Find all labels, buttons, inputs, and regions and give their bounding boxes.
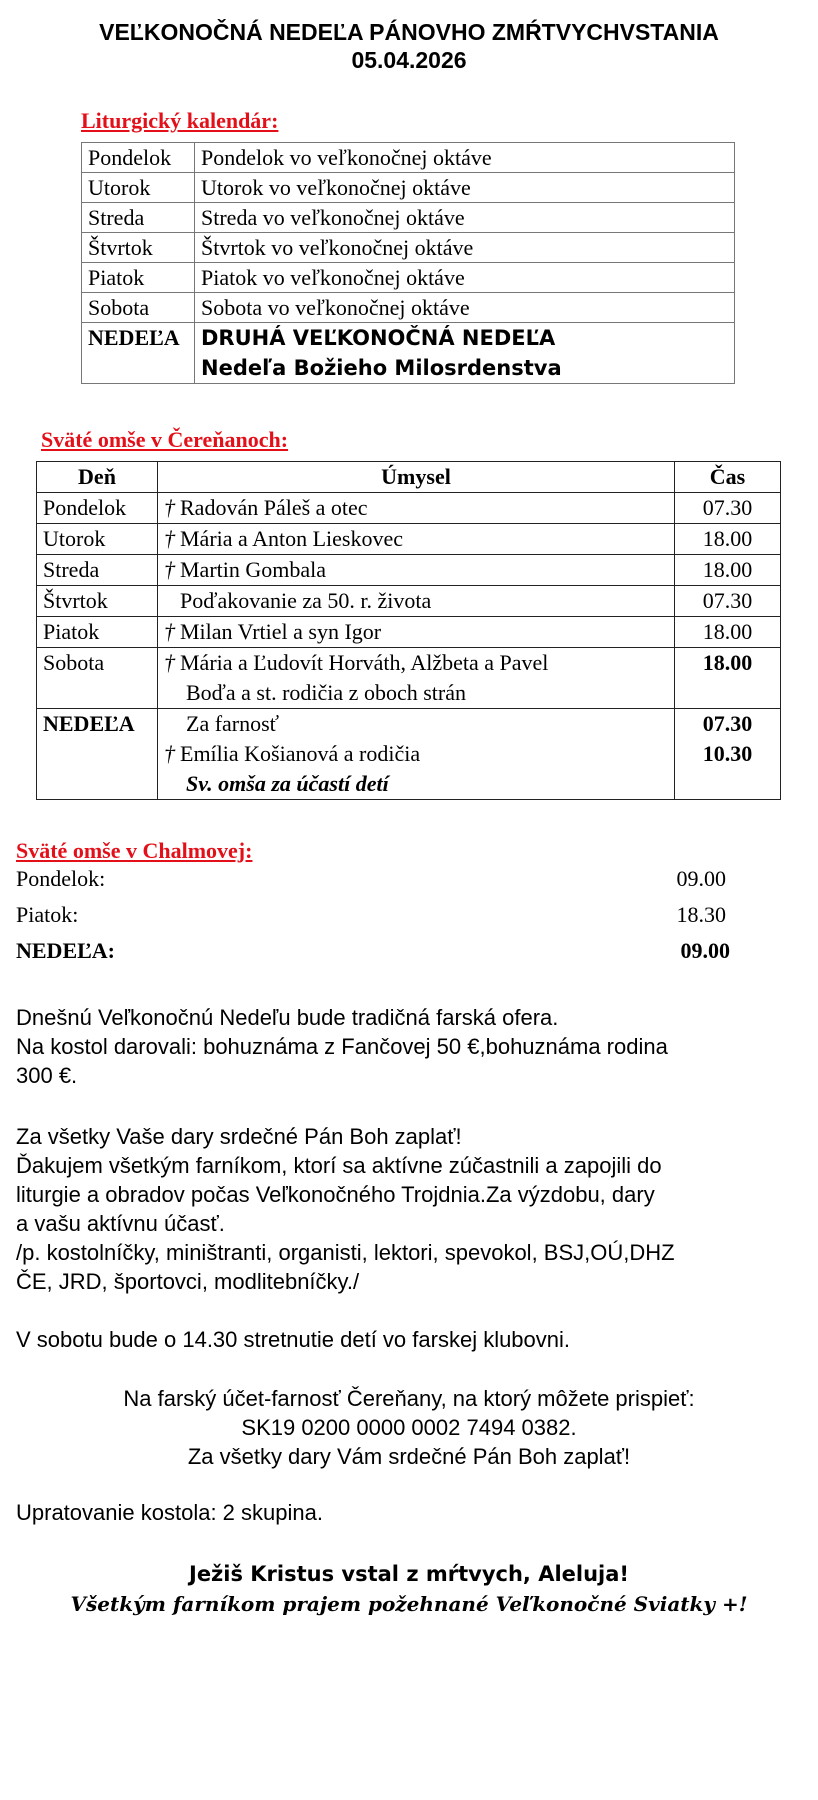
intent-text: Emília Košianová a rodičia [180,741,421,766]
table-row [37,524,781,555]
closing-wishes: Všetkým farníkom prajem požehnané Veľkonočné Sviatky +! [70,1592,748,1616]
table-row-sunday [37,709,781,800]
day-cell: Utorok [37,524,158,555]
time-value: 07.30 [702,711,753,736]
announcement-offering [16,1003,796,1090]
day-cell: NEDEĽA [82,323,195,384]
announcement-line: Za všetky Vaše dary srdečné Pán Boh zaplať! [16,1124,462,1149]
announcement-line: 300 €. [16,1063,78,1088]
time-value: 09.00 [680,938,730,963]
closing-greeting: Ježiš Kristus vstal z mŕtvych, Aleluja! [189,1562,629,1586]
table-row-sunday [82,323,735,384]
account-number: SK19 0200 0000 0002 7494 0382. [241,1415,577,1440]
day-cell: NEDEĽA [37,709,158,800]
time-cell: 18.00 [675,648,781,709]
intent-text: Milan Vrtiel a syn Igor [180,619,382,644]
cross-icon: † [164,741,175,766]
day-cell: Streda [37,555,158,586]
table-row [82,173,735,203]
table-row [37,617,781,648]
table-row [82,233,735,263]
intent-cell [158,555,675,586]
intent-text: Poďakovanie za 50. r. života [180,588,432,613]
text-cell: Štvrtok vo veľkonočnej oktáve [195,233,735,263]
day-cell: Pondelok [37,493,158,524]
time-value: 18.30 [676,902,726,927]
liturgical-table [81,142,735,384]
text-cell [195,323,735,384]
announcement-line: Za všetky dary Vám srdečné Pán Boh zaplať! [187,1444,631,1469]
list-item [16,902,756,932]
time-cell: 18.00 [675,524,781,555]
list-item [16,866,756,896]
table-row [37,648,781,709]
text-cell: Utorok vo veľkonočnej oktáve [195,173,735,203]
time-value: 09.00 [676,866,726,891]
day-label: NEDEĽA: [16,938,116,963]
intent-note: Sv. omša za účastí detí [186,771,389,796]
day-label: Piatok: [16,902,79,927]
cross-icon: † [164,557,175,582]
day-label: Pondelok: [16,866,106,891]
day-cell: Utorok [82,173,195,203]
chalmova-heading: Sväté omše v Chalmovej: [16,838,253,863]
cerenany-heading: Sväté omše v Čereňanoch: [41,427,289,452]
column-header-intent: Úmysel [158,462,675,493]
announcement-line: Dnešnú Veľkonočnú Nedeľu bude tradičná farská ofera. [16,1005,559,1030]
announcement-children [16,1325,796,1354]
announcement-line: Upratovanie kostola: 2 skupina. [16,1500,323,1525]
text-cell: Piatok vo veľkonočnej oktáve [195,263,735,293]
intent-text: Mária a Anton Lieskovec [180,526,403,551]
announcement-line: Na kostol darovali: bohuznáma z Fančovej 50 €,bohuznáma rodina [16,1034,668,1059]
announcement-line: ČE, JRD, športovci, modlitebníčky./ [16,1269,360,1294]
intent-text: Martin Gombala [180,557,327,582]
cerenany-table [36,461,781,800]
time-cell: 07.30 [675,493,781,524]
time-cell: 07.30 [675,586,781,617]
intent-cell [158,648,675,709]
table-row [82,143,735,173]
text-cell: Streda vo veľkonočnej oktáve [195,203,735,233]
announcement-account [0,1384,818,1471]
intent-text: Mária a Ľudovít Horváth, Alžbeta a Pavel [180,650,549,675]
table-row [82,293,735,323]
table-row [37,555,781,586]
intent-text: Za farnosť [186,711,280,736]
time-value: 10.30 [702,741,753,766]
table-row [37,493,781,524]
cross-icon: † [164,650,175,675]
intent-cell [158,493,675,524]
sunday-subtitle: Nedeľa Božieho Milosrdenstva [201,356,562,380]
day-cell: Streda [82,203,195,233]
intent-cell [158,586,675,617]
announcement-line: /p. kostolníčky, miništranti, organisti, lektori, spevokol, BSJ,OÚ,DHZ [16,1240,675,1265]
announcement-line: Ďakujem všetkým farníkom, ktorí sa aktívne zúčastnili a zapojili do [16,1153,662,1178]
announcement-line: V sobotu bude o 14.30 stretnutie detí vo farskej klubovni. [16,1327,571,1352]
day-cell: Sobota [82,293,195,323]
time-cell: 18.00 [675,555,781,586]
column-header-day: Deň [37,462,158,493]
sunday-title: DRUHÁ VEĽKONOČNÁ NEDEĽA [201,326,556,350]
day-cell: Pondelok [82,143,195,173]
intent-text: Radován Páleš a otec [180,495,368,520]
day-cell: Štvrtok [82,233,195,263]
column-header-time: Čas [675,462,781,493]
announcement-thanks [16,1122,796,1296]
list-item [16,938,756,968]
table-row [82,263,735,293]
announcement-line: a vašu aktívnu účasť. [16,1211,225,1236]
cross-icon: † [164,619,175,644]
intent-cell [158,524,675,555]
time-cell: 18.00 [675,617,781,648]
intent-cell [158,709,675,800]
table-header-row [37,462,781,493]
intent-text-continued: Boďa a st. rodičia z oboch strán [186,680,466,705]
day-cell: Piatok [37,617,158,648]
day-cell: Štvrtok [37,586,158,617]
day-cell: Sobota [37,648,158,709]
intent-cell [158,617,675,648]
cross-icon: † [164,526,175,551]
title-date: 05.04.2026 [351,47,467,73]
table-row [82,203,735,233]
table-row [37,586,781,617]
text-cell: Sobota vo veľkonočnej oktáve [195,293,735,323]
day-cell: Piatok [82,263,195,293]
title-text: VEĽKONOČNÁ NEDEĽA PÁNOVHO ZMŔTVYCHVSTANIA [99,19,719,45]
announcement-line: liturgie a obradov počas Veľkonočného Trojdnia.Za výzdobu, dary [16,1182,655,1207]
cross-icon: † [164,495,175,520]
liturgical-heading: Liturgický kalendár: [81,108,279,133]
time-cell [675,709,781,800]
announcement-cleaning [16,1498,796,1527]
text-cell: Pondelok vo veľkonočnej oktáve [195,143,735,173]
announcement-line: Na farský účet-farnosť Čereňany, na ktorý môžete prispieť: [123,1386,695,1411]
bulletin-title [0,18,818,74]
